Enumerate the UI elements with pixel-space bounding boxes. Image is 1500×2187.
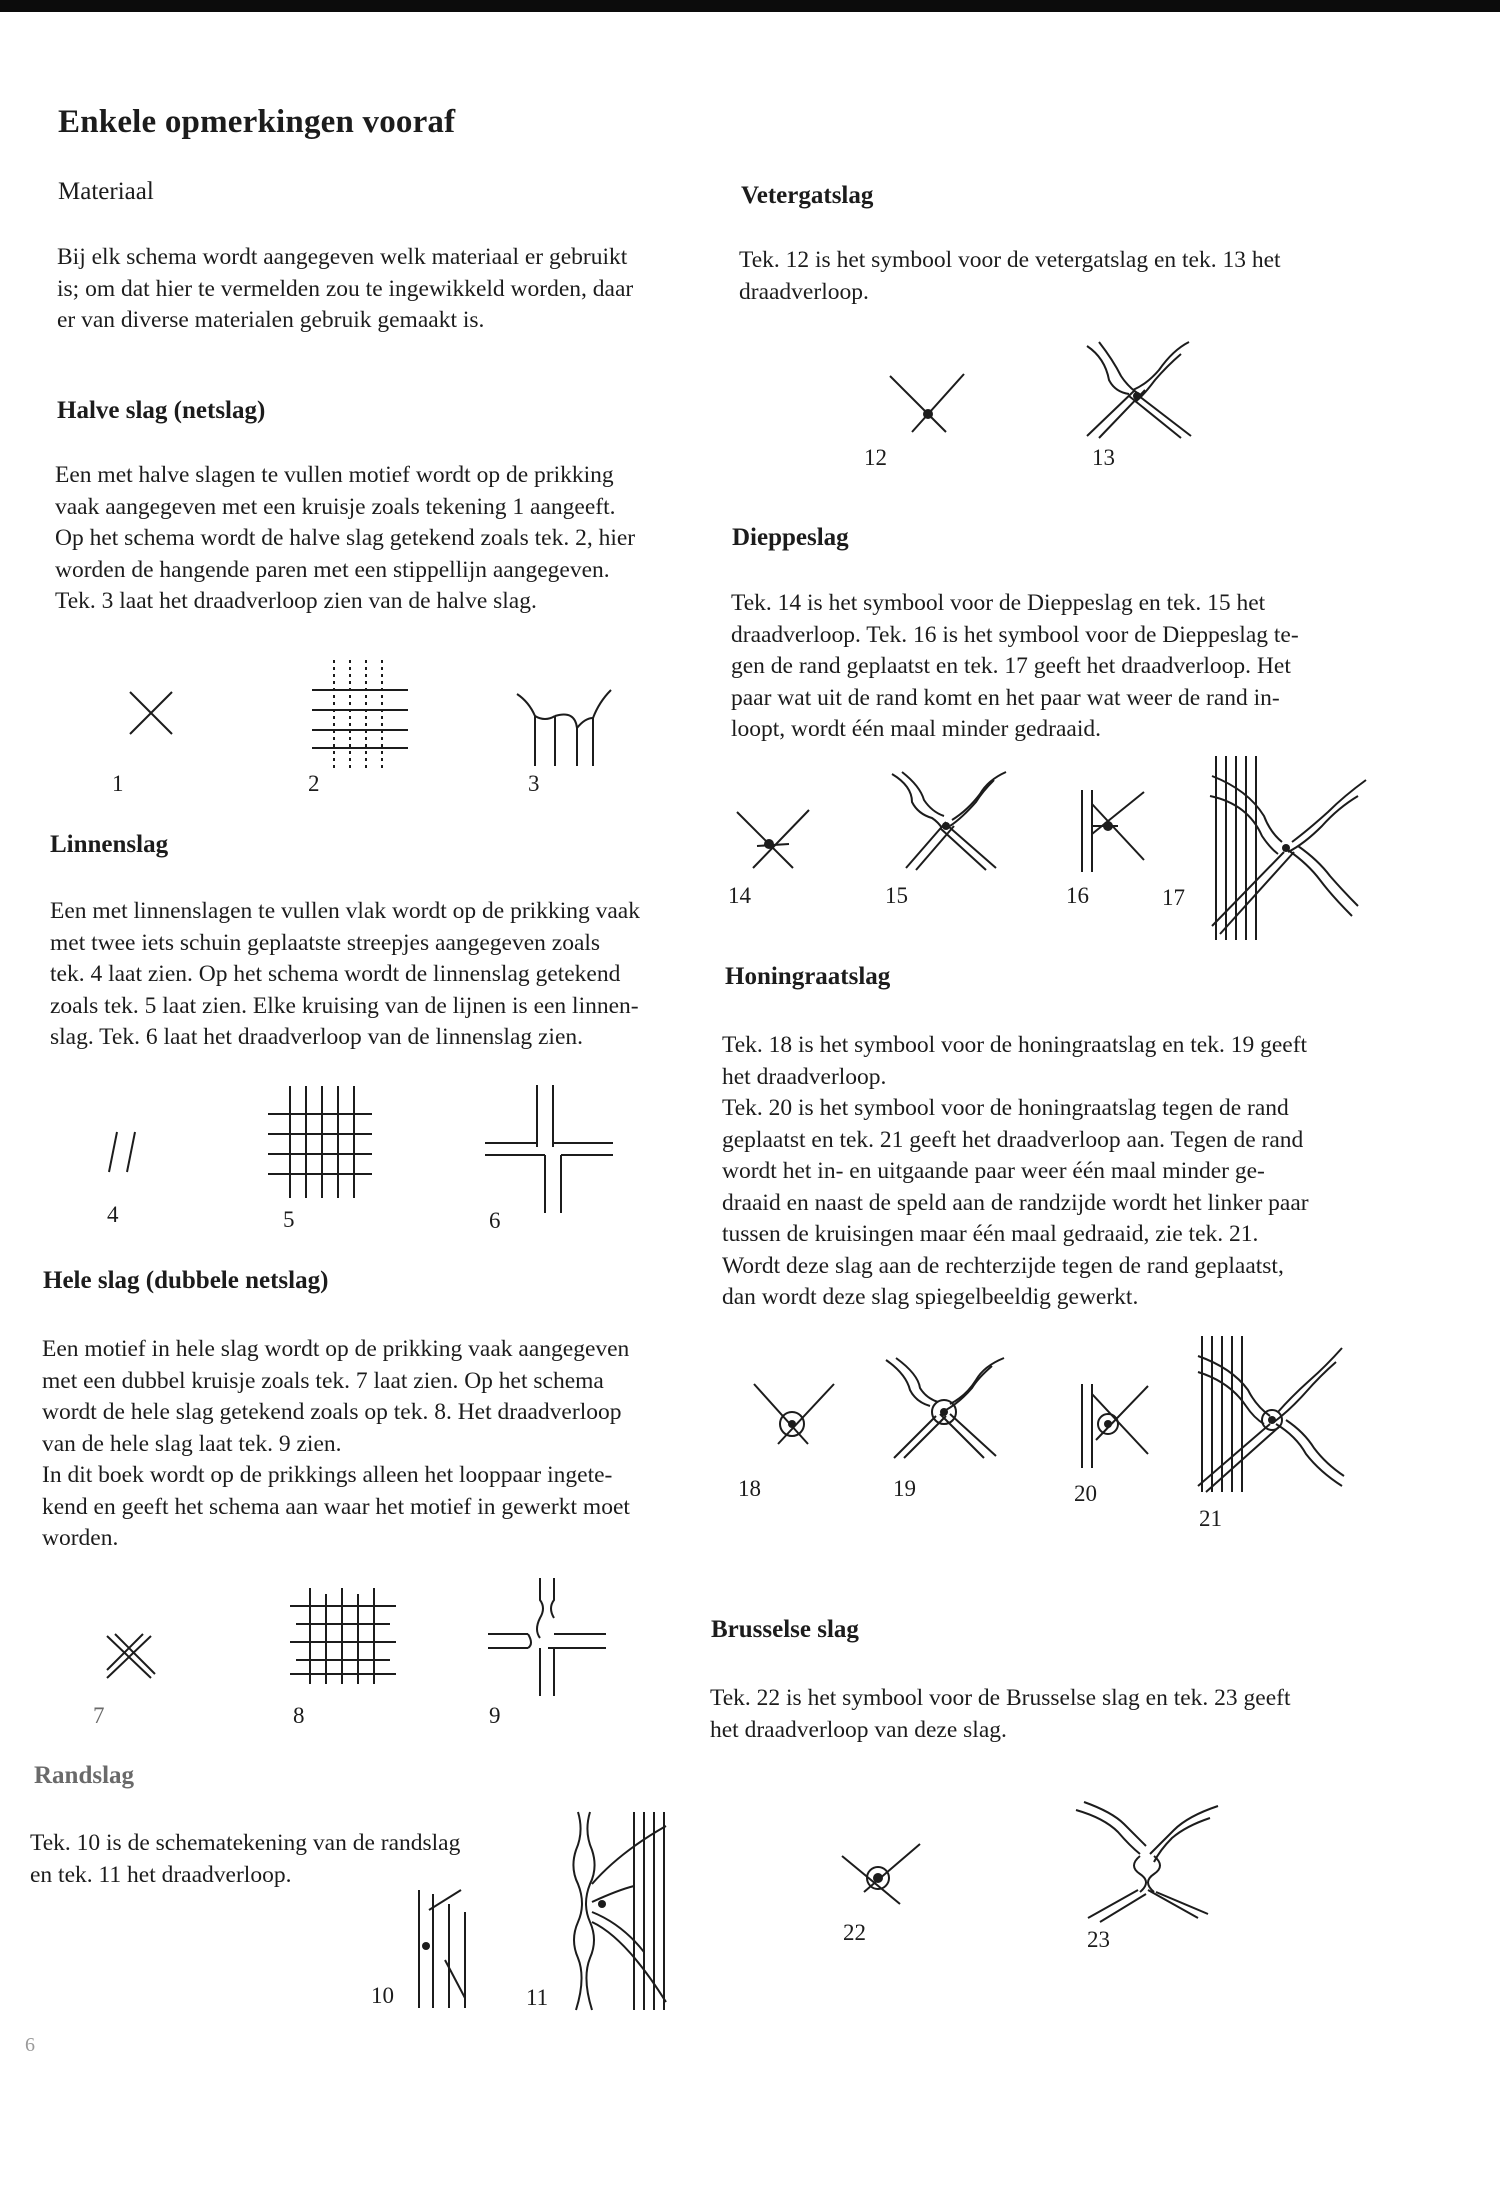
figure-label-13: 13 — [1092, 445, 1115, 470]
figure-6-thread-path — [485, 1085, 613, 1213]
figure-label-19: 19 — [893, 1476, 916, 1501]
figure-13-thread-path — [1085, 340, 1193, 440]
paragraph-honingraatslag: Tek. 18 is het symbool voor de honingraatslag en tek. 19 geeft het draadverloop. Tek. 20 is het symbool voor de honingraatslag tegen de rand geplaatst en tek. 21 geeft het draadverloop aan. Tegen de rand wordt het in- en uitgaande paar weer één maal minder ge- draaid en naast de speld aan de randzijde wordt het linker paar tussen de kruisingen maar één maal gedraaid, zie tek. 21. Wordt deze slag aan de rechterzijde tegen de rand geplaatst, dan wordt deze slag spiegelbeeldig gewerkt. — [722, 1032, 1309, 1310]
figure-23-thread-path — [1074, 1802, 1220, 1922]
figure-label-6: 6 — [489, 1208, 501, 1233]
figure-label-22: 22 — [843, 1920, 866, 1945]
figure-12-symbol — [886, 372, 968, 436]
figure-label-14: 14 — [728, 883, 751, 908]
figure-11-thread-path — [570, 1812, 670, 2010]
figure-label-5: 5 — [283, 1207, 295, 1232]
figure-18-symbol — [750, 1380, 836, 1448]
figure-label-15: 15 — [885, 883, 908, 908]
paragraph-brusselse-slag: Tek. 22 is het symbool voor de Brusselse slag en tek. 23 geeft het draadverloop van deze slag. — [710, 1685, 1291, 1743]
figure-10-schema-randslag — [415, 1890, 469, 2008]
figure-2-schema-dashed — [312, 660, 408, 768]
figure-label-9: 9 — [489, 1703, 501, 1728]
paragraph-randslag: Tek. 10 is de schematekening van de randslag en tek. 11 het draadverloop. — [30, 1830, 461, 1888]
figure-label-20: 20 — [1074, 1481, 1097, 1506]
figure-label-8: 8 — [293, 1703, 305, 1728]
figure-4-slashes-symbol — [105, 1128, 145, 1176]
figure-label-11: 11 — [526, 1985, 549, 2010]
figure-22-symbol — [840, 1842, 922, 1908]
paragraph-linnenslag: Een met linnenslagen te vullen vlak wordt op de prikking vaak met twee iets schuin geplaatste streepjes aangegeven zoals tek. 4 laat zien. Op het schema wordt de linnenslag getekend zoals tek. 5 laat zien. Elke kruising van de lijnen is een linnen- slag. Tek. 6 laat het draadverloop van de linnenslag zien. — [50, 898, 640, 1050]
figure-label-3: 3 — [528, 771, 540, 796]
figure-label-4: 4 — [107, 1202, 119, 1227]
figure-16-symbol — [1078, 790, 1148, 872]
figure-21-thread-path — [1196, 1336, 1346, 1492]
figure-14-symbol — [733, 808, 813, 872]
heading-brusselse-slag: Brusselse slag — [711, 1616, 859, 1643]
figure-8-schema-grid — [290, 1588, 396, 1684]
figure-label-23: 23 — [1087, 1927, 1110, 1952]
figure-5-schema-grid — [268, 1086, 372, 1198]
figure-label-10: 10 — [371, 1983, 394, 2008]
heading-hele-slag: Hele slag (dubbele netslag) — [43, 1267, 329, 1294]
figure-label-12: 12 — [864, 445, 887, 470]
figure-label-2: 2 — [308, 771, 320, 796]
figure-label-1: 1 — [112, 771, 124, 796]
heading-halve-slag: Halve slag (netslag) — [57, 397, 266, 424]
figure-7-double-cross-symbol — [103, 1632, 157, 1682]
scan-top-edge — [0, 0, 1500, 12]
figure-label-17: 17 — [1162, 885, 1185, 910]
figure-19-thread-path — [884, 1356, 1006, 1458]
paragraph-hele-slag: Een motief in hele slag wordt op de prikking vaak aangegeven met een dubbel kruisje zoals tek. 7 laat zien. Op het schema wordt de hele slag getekend zoals op tek. 8. Het draadverloop van de hele slag laat tek. 9 zien. In dit boek wordt op de prikkings alleen het looppaar ingete- kend en geeft het schema aan waar het motief in gewerkt moet worden. — [42, 1336, 630, 1551]
figure-20-symbol — [1078, 1384, 1152, 1468]
figure-3-thread-path — [515, 688, 615, 768]
figure-label-7: 7 — [93, 1703, 105, 1728]
page-title: Enkele opmerkingen vooraf — [58, 104, 456, 140]
figure-label-21: 21 — [1199, 1506, 1222, 1531]
heading-vetergatslag: Vetergatslag — [741, 182, 874, 209]
paragraph-vetergatslag: Tek. 12 is het symbool voor de vetergatslag en tek. 13 het draadverloop. — [739, 247, 1281, 305]
heading-linnenslag: Linnenslag — [50, 831, 169, 858]
paragraph-materiaal: Bij elk schema wordt aangegeven welk materiaal er gebruikt is; om dat hier te vermelden zou te ingewikkeld worden, daar er van diverse materialen gebruik gemaakt is. — [57, 244, 634, 333]
paragraph-halve-slag: Een met halve slagen te vullen motief wordt op de prikking vaak aangegeven met een kruisje zoals tekening 1 aangeeft. Op het schema wordt de halve slag getekend zoals tek. 2, hier worden de hangende paren met een stippellijn aangegeven. Tek. 3 laat het draadverloop zien van de halve slag. — [55, 462, 636, 614]
figure-17-thread-path — [1208, 756, 1368, 940]
figure-9-thread-path — [488, 1578, 606, 1696]
figure-label-18: 18 — [738, 1476, 761, 1501]
figure-15-thread-path — [890, 770, 1008, 870]
heading-dieppeslag: Dieppeslag — [732, 524, 849, 551]
figure-1-cross-symbol — [128, 690, 174, 736]
heading-randslag: Randslag — [34, 1762, 135, 1789]
heading-honingraatslag: Honingraatslag — [725, 963, 891, 990]
heading-materiaal: Materiaal — [58, 178, 154, 205]
page-number: 6 — [25, 2034, 35, 2056]
figure-label-16: 16 — [1066, 883, 1089, 908]
paragraph-dieppeslag: Tek. 14 is het symbool voor de Dieppeslag en tek. 15 het draadverloop. Tek. 16 is het symbool voor de Dieppeslag te- gen de rand geplaatst en tek. 17 geeft het draadverloop. Het paar wat uit de rand komt en het paar wat weer de rand in- loopt, wordt één maal minder gedraaid. — [731, 590, 1299, 742]
